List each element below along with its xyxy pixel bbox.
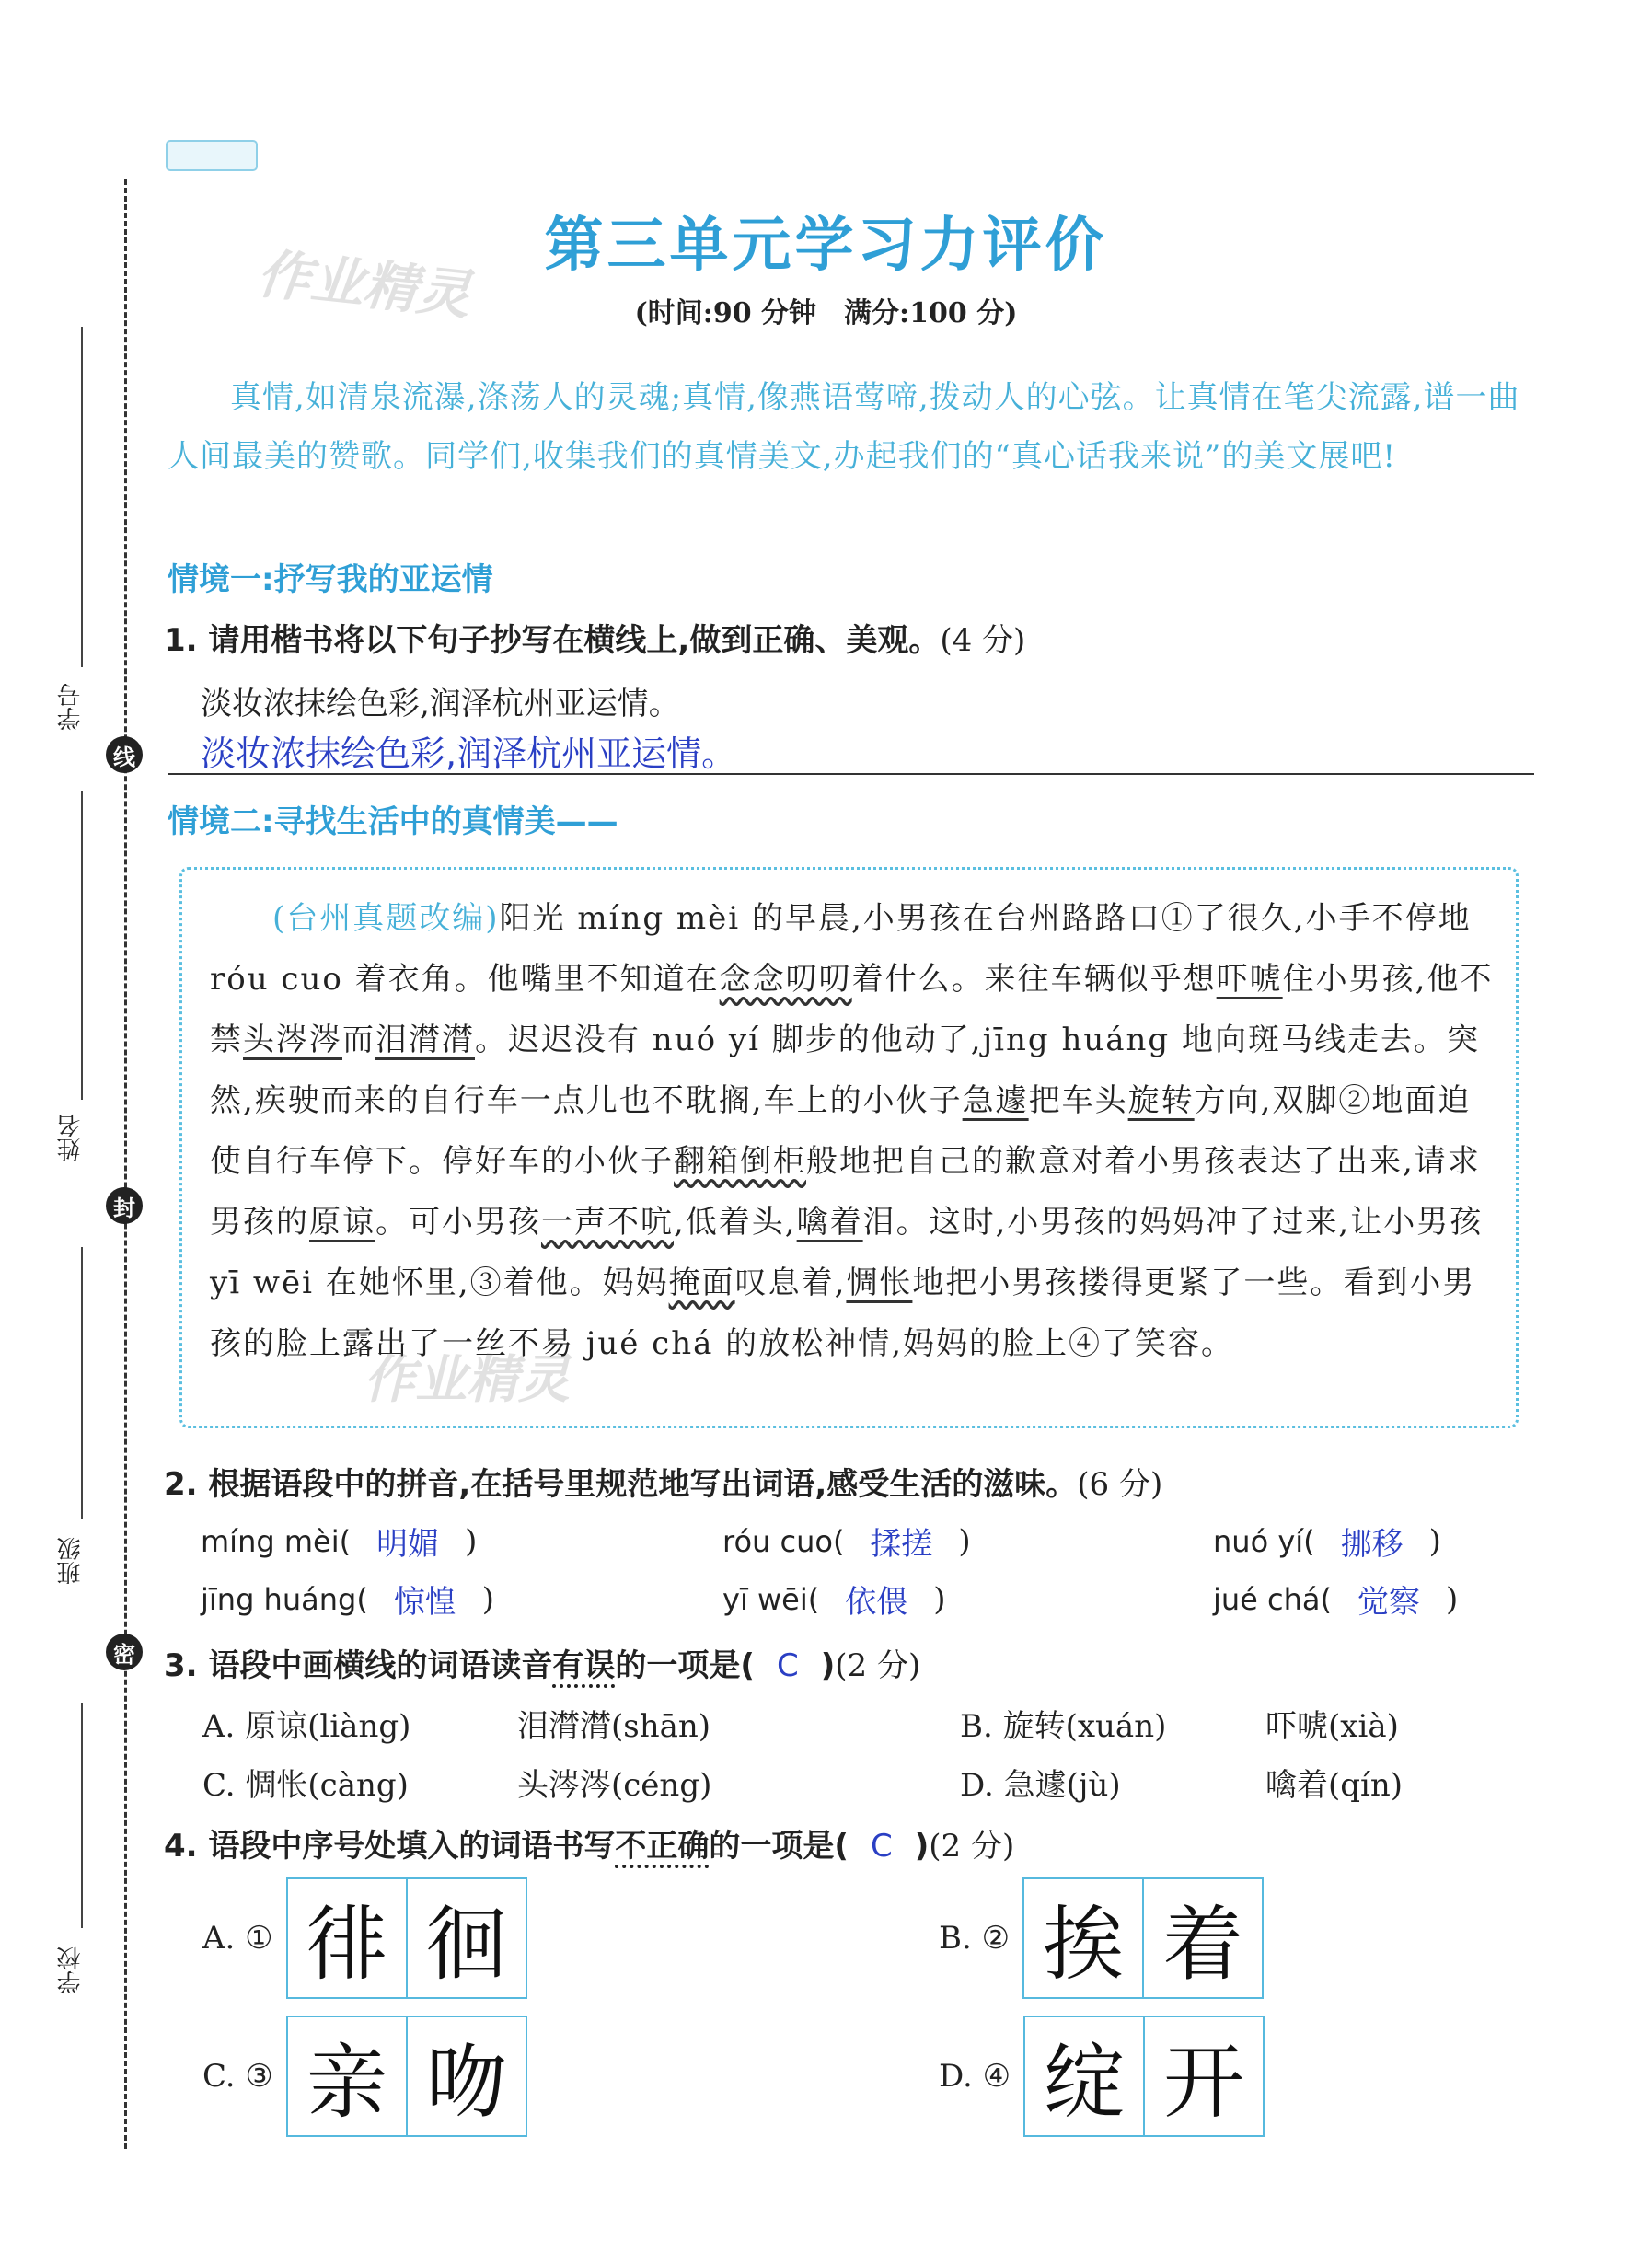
question-4-text-b: 的一项是( (709, 1828, 849, 1865)
question-3-emphasis: 有误 (552, 1647, 615, 1688)
q3-option-d[interactable]: D. 急遽(jù) (960, 1767, 1121, 1804)
passage-text-3: 住小男孩,他不禁 (210, 961, 1494, 1058)
q4-option-b-label: B. ② (939, 1920, 1011, 1957)
passage-text-4: 而 (342, 1022, 375, 1058)
q4-option-c-grid (286, 2016, 527, 2137)
q3-option-c-extra: 头涔涔(céng) (517, 1767, 712, 1804)
passage-text (210, 888, 1496, 1374)
q4-option-c[interactable] (202, 2016, 527, 2137)
q2-pinyin-4: jīng huáng( (201, 1581, 368, 1617)
question-3-answer[interactable]: C (776, 1647, 799, 1684)
watermark-top: 作业精灵 (254, 242, 474, 327)
passage-word-xuanzhuan: 旋转 (1127, 1082, 1195, 1119)
q2-answer-2[interactable]: 揉搓 (870, 1526, 933, 1563)
q2-pinyin-2: róu cuo( (722, 1523, 845, 1559)
q2-pinyin-3: nuó yí( (1213, 1523, 1315, 1559)
question-4-title (164, 1820, 1014, 1865)
question-4-text-a: 4. 语段中序号处填入的词语书写 (164, 1828, 616, 1865)
question-1-answer[interactable]: 淡妆浓抹绘色彩,润泽杭州亚运情。 (201, 733, 737, 774)
q4-option-c-char-2: 吻 (425, 2035, 507, 2130)
q4-option-d[interactable] (939, 2016, 1265, 2137)
q4-option-a-char-2: 徊 (425, 1897, 507, 1992)
q2-close-6: ) (1446, 1580, 1459, 1618)
q3-option-d-extra: 噙着(qín) (1265, 1767, 1404, 1804)
q4-option-d-char-1: 绽 (1025, 2017, 1145, 2135)
question-2-title (164, 1459, 1162, 1504)
passage-text-13: 地把小男孩搂得更紧了一些。看到小男孩的脸上露出了一丝不易 jué chá 的放松神情,妈妈的脸上④了笑容。 (210, 1265, 1476, 1362)
q2-close-4: ) (481, 1580, 495, 1618)
q3-option-b-extra: 吓唬(xià) (1265, 1708, 1399, 1745)
binding-circle-mi: 密 (106, 1634, 143, 1670)
passage-word-leishan: 泪潸潸 (375, 1022, 475, 1058)
student-id-line (81, 327, 83, 667)
question-1-text: 1. 请用楷书将以下句子抄写在横线上,做到正确、美观。 (164, 622, 941, 659)
question-4-text-c: ) (914, 1828, 930, 1865)
question-3-score: (2 分) (835, 1647, 921, 1684)
q3-option-a-extra: 泪潸潸(shān) (517, 1708, 711, 1745)
q4-option-c-char-1: 亲 (288, 2017, 408, 2135)
passage-word-fanxiang: 翻箱倒柜 (674, 1143, 806, 1180)
passage-text-11: 泪。这时,小男孩的妈妈冲了过来,让小男孩 yī wēi 在她怀里,③着他。妈妈 (210, 1204, 1484, 1301)
section-one-title: 情境一:抒写我的亚运情 (168, 561, 493, 598)
passage-word-jiju: 急遽 (962, 1082, 1029, 1119)
name-label: 姓名 (57, 1114, 85, 1161)
q4-option-b-char-1: 挨 (1024, 1879, 1144, 1997)
question-3-text-a: 3. 语段中画横线的词语读音 (164, 1647, 553, 1684)
q4-option-a-label: A. ① (202, 1920, 273, 1957)
question-3-title (164, 1640, 920, 1685)
q4-option-a-grid (286, 1877, 527, 1999)
passage-source: (台州真题改编) (272, 900, 500, 937)
q2-item-3 (1213, 1519, 1441, 1564)
page-subtitle: (时间:90 分钟 满分:100 分) (634, 297, 1018, 329)
q2-close-3: ) (1428, 1522, 1441, 1560)
passage-text-10: ,低着头, (674, 1204, 797, 1241)
q4-option-d-grid (1023, 2016, 1265, 2137)
q2-pinyin-6: jué chá( (1213, 1581, 1332, 1617)
passage-word-yuanliang: 原谅 (309, 1204, 375, 1241)
school-label: 学校 (57, 1946, 85, 1994)
passage-word-tougen: 头涔涔 (243, 1022, 342, 1058)
question-1-title (164, 615, 1025, 660)
q2-item-2 (722, 1519, 971, 1564)
intro-paragraph: 真情,如清泉流瀑,涤荡人的灵魂;真情,像燕语莺啼,拨动人的心弦。让真情在笔尖流露,谱一曲人间最美的赞歌。同学们,收集我们的真情美文,办起我们的“真心话我来说”的美文展吧! (168, 379, 1520, 475)
passage-word-hanzhe: 噙着 (796, 1204, 863, 1241)
passage-text-12: 叹息着, (734, 1265, 847, 1301)
passage-text-7: 方向,双脚②地面迫使自行车停下。停好车的小伙子 (210, 1082, 1472, 1180)
passage-text-6: 把车头 (1028, 1082, 1128, 1119)
passage-text-2: 着什么。来往车辆似乎想 (851, 961, 1217, 998)
section-two-title: 情境二:寻找生活中的真情美—— (168, 803, 618, 840)
q2-pinyin-1: míng mèi( (201, 1523, 352, 1559)
binding-circle-feng: 封 (106, 1187, 143, 1224)
school-line (81, 1703, 83, 1928)
q3-option-a[interactable]: A. 原谅(liàng) (202, 1708, 411, 1745)
q2-item-6 (1213, 1577, 1458, 1622)
q2-answer-6[interactable]: 觉察 (1357, 1584, 1420, 1621)
binding-dashed-line (124, 179, 127, 2149)
q2-close-1: ) (465, 1522, 478, 1560)
q4-option-c-label: C. ③ (202, 2058, 273, 2095)
passage-word-yanmian: 掩面 (668, 1265, 735, 1301)
passage-text-9: 。可小男孩 (375, 1204, 541, 1241)
q3-option-c[interactable]: C. 惆怅(càng) (202, 1767, 409, 1804)
q2-close-5: ) (933, 1580, 946, 1618)
class-label: 班级 (57, 1537, 85, 1585)
q4-option-d-label: D. ④ (939, 2058, 1011, 2095)
q2-close-2: ) (958, 1522, 971, 1560)
q4-option-b-char-2: 着 (1162, 1897, 1244, 1992)
question-4-emphasis: 不正确 (615, 1828, 709, 1868)
q4-option-b-grid (1022, 1877, 1264, 1999)
q2-answer-3[interactable]: 挪移 (1340, 1526, 1404, 1563)
binding-circle-xian: 线 (106, 736, 143, 773)
question-2-text: 2. 根据语段中的拼音,在括号里规范地写出词语,感受生活的滋味。 (164, 1466, 1078, 1503)
question-1-score: (4 分) (940, 622, 1026, 659)
q4-option-a-char-1: 徘 (288, 1879, 408, 1997)
passage-word-yisheng: 一声不吭 (541, 1204, 674, 1241)
question-4-answer[interactable]: C (870, 1828, 893, 1865)
passage-word-chouchang: 惆怅 (846, 1265, 913, 1301)
question-1-answer-line (168, 773, 1534, 775)
class-line (81, 1247, 83, 1519)
q2-answer-1[interactable]: 明媚 (376, 1526, 440, 1563)
passage-text-5: 。迟迟没有 nuó yí 脚步的他动了,jīng huáng 地向斑马线走去。突然,疾驶而来的自行车一点儿也不耽搁,车上的小伙子 (210, 1022, 1480, 1119)
name-line (81, 791, 83, 1100)
watermark-middle: 作业精灵 (364, 1350, 570, 1410)
q4-option-d-char-2: 开 (1163, 2035, 1245, 2130)
question-1-sentence: 淡妆浓抹绘色彩,润泽杭州亚运情。 (201, 686, 680, 722)
q2-answer-5[interactable]: 依偎 (845, 1584, 908, 1621)
q4-option-a[interactable] (202, 1877, 527, 1999)
question-3-text-b: 的一项是( (615, 1647, 755, 1684)
question-3-text-c: ) (820, 1647, 836, 1684)
q2-pinyin-5: yī wēi( (722, 1581, 820, 1617)
student-id-label: 学号 (57, 683, 85, 731)
question-2-score: (6 分) (1077, 1466, 1163, 1503)
passage-text-8: 般地把自己的歉意对着小男孩表达了出来,请求男孩的 (210, 1143, 1481, 1241)
publisher-logo (166, 140, 258, 171)
q2-item-5 (722, 1577, 946, 1622)
q2-answer-4[interactable]: 惊惶 (393, 1584, 456, 1621)
q2-item-4 (201, 1577, 494, 1622)
q2-item-1 (201, 1519, 477, 1564)
q4-option-b[interactable] (939, 1877, 1264, 1999)
passage-word-xiahu: 吓唬 (1216, 961, 1283, 998)
q3-option-b[interactable]: B. 旋转(xuán) (960, 1708, 1167, 1745)
passage-text-1: 阳光 míng mèi 的早晨,小男孩在台州路路口①了很久,小手不停地 róu cuo 着衣角。他嘴里不知道在 (210, 900, 1472, 998)
question-4-score: (2 分) (929, 1828, 1015, 1865)
page-title: 第三单元学习力评价 (544, 212, 1108, 280)
passage-word-niannian: 念念叨叨 (719, 961, 852, 998)
